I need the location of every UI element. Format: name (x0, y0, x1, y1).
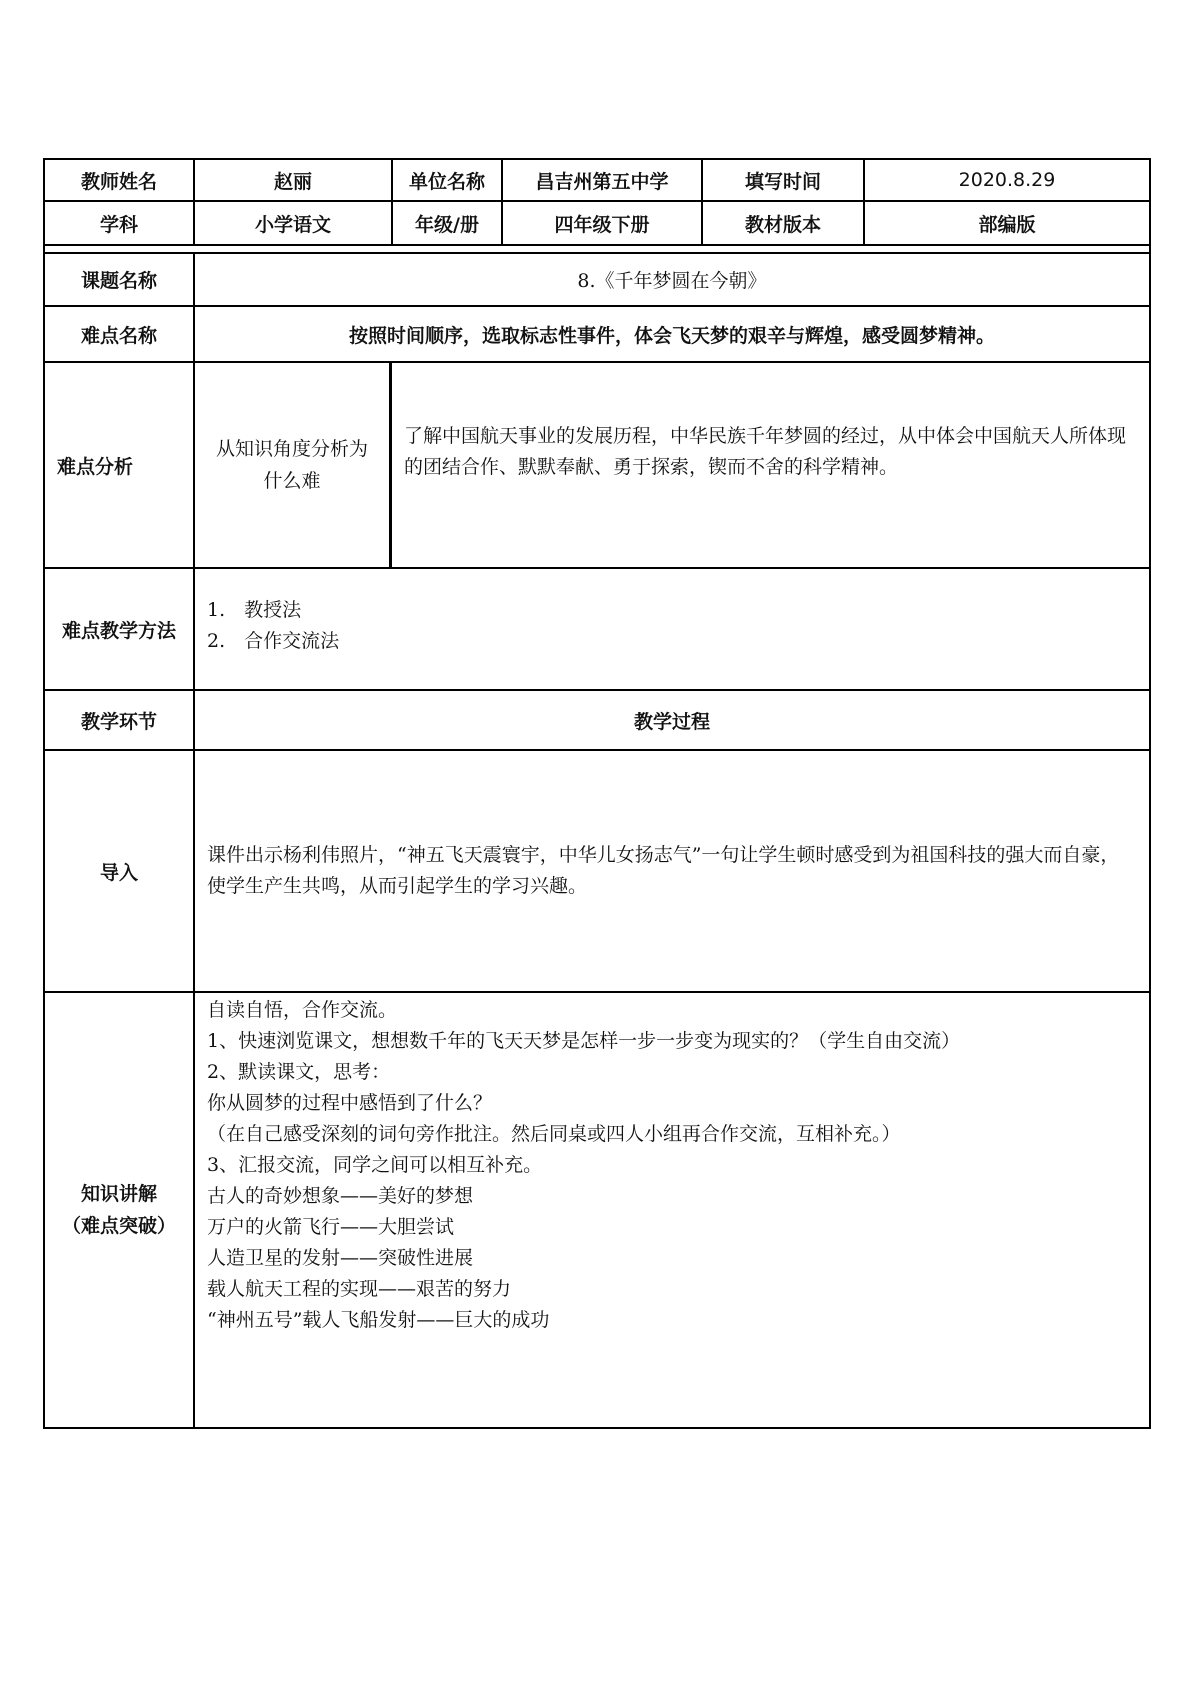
knowledge-label-line2: （难点突破） (61, 1215, 176, 1237)
intro-label: 导入 (99, 861, 138, 884)
lesson-plan-table (43, 158, 1151, 1429)
row-process-header (43, 691, 1151, 751)
methods-list (195, 569, 1149, 689)
row-methods (43, 569, 1151, 691)
topic-label: 课题名称 (80, 270, 157, 292)
unit-name-label: 单位名称 (408, 170, 485, 193)
process-stage-label: 教学环节 (80, 710, 157, 733)
knowledge-line: 3、汇报交流，同学之间可以相互补充。 (207, 1154, 543, 1176)
subject-label: 学科 (99, 213, 138, 236)
grade-value: 四年级下册 (554, 213, 650, 236)
knowledge-line: 载人航天工程的实现——艰苦的努力 (207, 1278, 512, 1300)
knowledge-label-line1: 知识讲解 (80, 1183, 157, 1205)
row-subject-info (43, 202, 1151, 246)
fill-date-value: 2020.8.29 (958, 169, 1056, 191)
knowledge-line: 自读自悟，合作交流。 (207, 999, 398, 1021)
knowledge-line: 万户的火箭飞行——大胆尝试 (207, 1216, 455, 1238)
row-intro (43, 751, 1151, 993)
row-topic (43, 252, 1151, 307)
fill-date-label: 填写时间 (744, 170, 821, 193)
knowledge-line: 人造卫星的发射——突破性进展 (207, 1247, 474, 1269)
methods-label: 难点教学方法 (61, 619, 176, 642)
edition-label: 教材版本 (744, 213, 821, 236)
intro-value: 课件出示杨利伟照片，“神五飞天震寰宇，中华儿女扬志气”一句让学生顿时感受到为祖国科技的强大而自豪，使学生产生共鸣，从而引起学生的学习兴趣。 (207, 844, 1120, 897)
knowledge-line: 你从圆梦的过程中感悟到了什么？ (207, 1092, 493, 1114)
row-knowledge (43, 993, 1151, 1429)
unit-name-value: 昌吉州第五中学 (535, 170, 669, 193)
edition-value: 部编版 (978, 213, 1036, 236)
knowledge-content (195, 993, 1149, 1427)
subject-value: 小学语文 (254, 213, 331, 236)
row-analysis (43, 363, 1151, 569)
process-header-value: 教学过程 (633, 710, 710, 733)
row-difficulty (43, 307, 1151, 363)
knowledge-line: 古人的奇妙想象——美好的梦想 (207, 1185, 474, 1207)
knowledge-line: “神州五号”载人飞船发射——巨大的成功 (207, 1309, 550, 1331)
teacher-name-label: 教师姓名 (80, 170, 157, 193)
knowledge-line: （在自己感受深刻的词句旁作批注。然后同桌或四人小组再合作交流，互相补充。） (207, 1123, 901, 1145)
analysis-label: 难点分析 (57, 455, 134, 478)
knowledge-line: 1、快速浏览课文，想想数千年的飞天天梦是怎样一步一步变为现实的？（学生自由交流） (207, 1030, 961, 1052)
topic-value: 8.《千年梦圆在今朝》 (577, 270, 767, 292)
method-item: 2. 合作交流法 (207, 630, 340, 652)
knowledge-line: 2、默读课文，思考： (207, 1061, 391, 1083)
grade-label: 年级/册 (415, 213, 479, 236)
row-teacher-info (43, 158, 1151, 202)
difficulty-value: 按照时间顺序，选取标志性事件，体会飞天梦的艰辛与辉煌，感受圆梦精神。 (348, 324, 995, 347)
teacher-name-value: 赵丽 (273, 170, 312, 193)
difficulty-label: 难点名称 (80, 324, 157, 347)
knowledge-label (45, 993, 193, 1427)
analysis-sub-label: 从知识角度分析为什么难 (215, 438, 368, 492)
analysis-value: 了解中国航天事业的发展历程，中华民族千年梦圆的经过，从中体会中国航天人所体现的团结合作、默默奉献、勇于探索，锲而不舍的科学精神。 (404, 425, 1127, 478)
method-item: 1. 教授法 (207, 599, 302, 621)
